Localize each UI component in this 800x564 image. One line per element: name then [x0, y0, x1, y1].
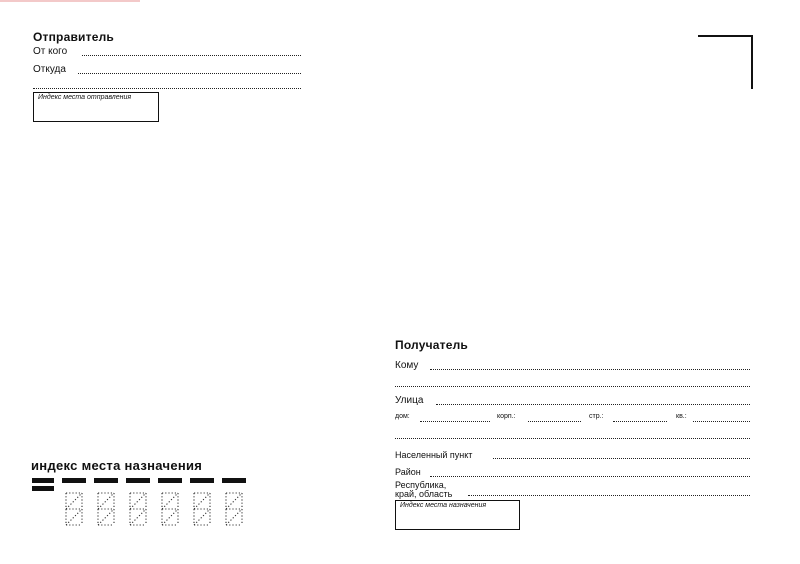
- destination-index-title: индекс места назначения: [31, 458, 203, 473]
- sender-where-field-line2[interactable]: [33, 88, 301, 89]
- stamp-area-corner: [698, 35, 753, 89]
- digit-cell-4[interactable]: [161, 492, 179, 526]
- sender-where-field[interactable]: [78, 73, 301, 74]
- recipient-to-field-line2[interactable]: [395, 386, 750, 387]
- recipient-address-line-extra[interactable]: [395, 438, 750, 439]
- index-start-bar-top: [32, 478, 54, 483]
- sender-where-label: Откуда: [33, 64, 66, 75]
- recipient-to-label: Кому: [395, 360, 419, 371]
- index-bar-6: [222, 478, 246, 483]
- sender-title: Отправитель: [33, 30, 114, 44]
- recipient-index-box[interactable]: [395, 500, 520, 530]
- recipient-building-label: корп.:: [497, 413, 516, 420]
- digit-cell-3[interactable]: [129, 492, 147, 526]
- sender-index-label: Индекс места отправления: [38, 94, 132, 101]
- index-bar-4: [158, 478, 182, 483]
- index-bar-1: [62, 478, 86, 483]
- recipient-region-label: [395, 481, 452, 499]
- recipient-street-field[interactable]: [436, 404, 750, 405]
- index-bar-3: [126, 478, 150, 483]
- recipient-apartment-field[interactable]: [693, 421, 750, 422]
- recipient-locality-label: Населенный пункт: [395, 450, 473, 460]
- index-bar-2: [94, 478, 118, 483]
- digit-cell-2[interactable]: [97, 492, 115, 526]
- recipient-house-field[interactable]: [420, 421, 490, 422]
- recipient-street-label: Улица: [395, 395, 424, 406]
- recipient-structure-label: стр.:: [589, 413, 604, 420]
- recipient-index-label: Индекс места назначения: [400, 502, 487, 509]
- index-start-bar-bottom: [32, 486, 54, 491]
- sender-from-label: От кого: [33, 46, 68, 57]
- index-bar-5: [190, 478, 214, 483]
- recipient-region-label-line2: край, область: [395, 489, 453, 499]
- digit-cell-6[interactable]: [225, 492, 243, 526]
- recipient-region-label-line1: Республика,: [395, 480, 447, 490]
- recipient-to-field[interactable]: [430, 369, 750, 370]
- recipient-house-label: дом:: [395, 413, 410, 420]
- recipient-locality-field[interactable]: [493, 458, 750, 459]
- recipient-building-field[interactable]: [528, 421, 581, 422]
- digit-cell-5[interactable]: [193, 492, 211, 526]
- recipient-apartment-label: кв.:: [676, 413, 687, 420]
- top-edge-mark: [0, 0, 140, 2]
- sender-index-box[interactable]: [33, 92, 159, 122]
- recipient-title: Получатель: [395, 338, 468, 352]
- recipient-region-field[interactable]: [468, 495, 750, 496]
- recipient-structure-field[interactable]: [613, 421, 667, 422]
- recipient-district-field[interactable]: [430, 476, 750, 477]
- recipient-district-label: Район: [395, 467, 421, 477]
- sender-from-field[interactable]: [82, 55, 301, 56]
- digit-cell-1[interactable]: [65, 492, 83, 526]
